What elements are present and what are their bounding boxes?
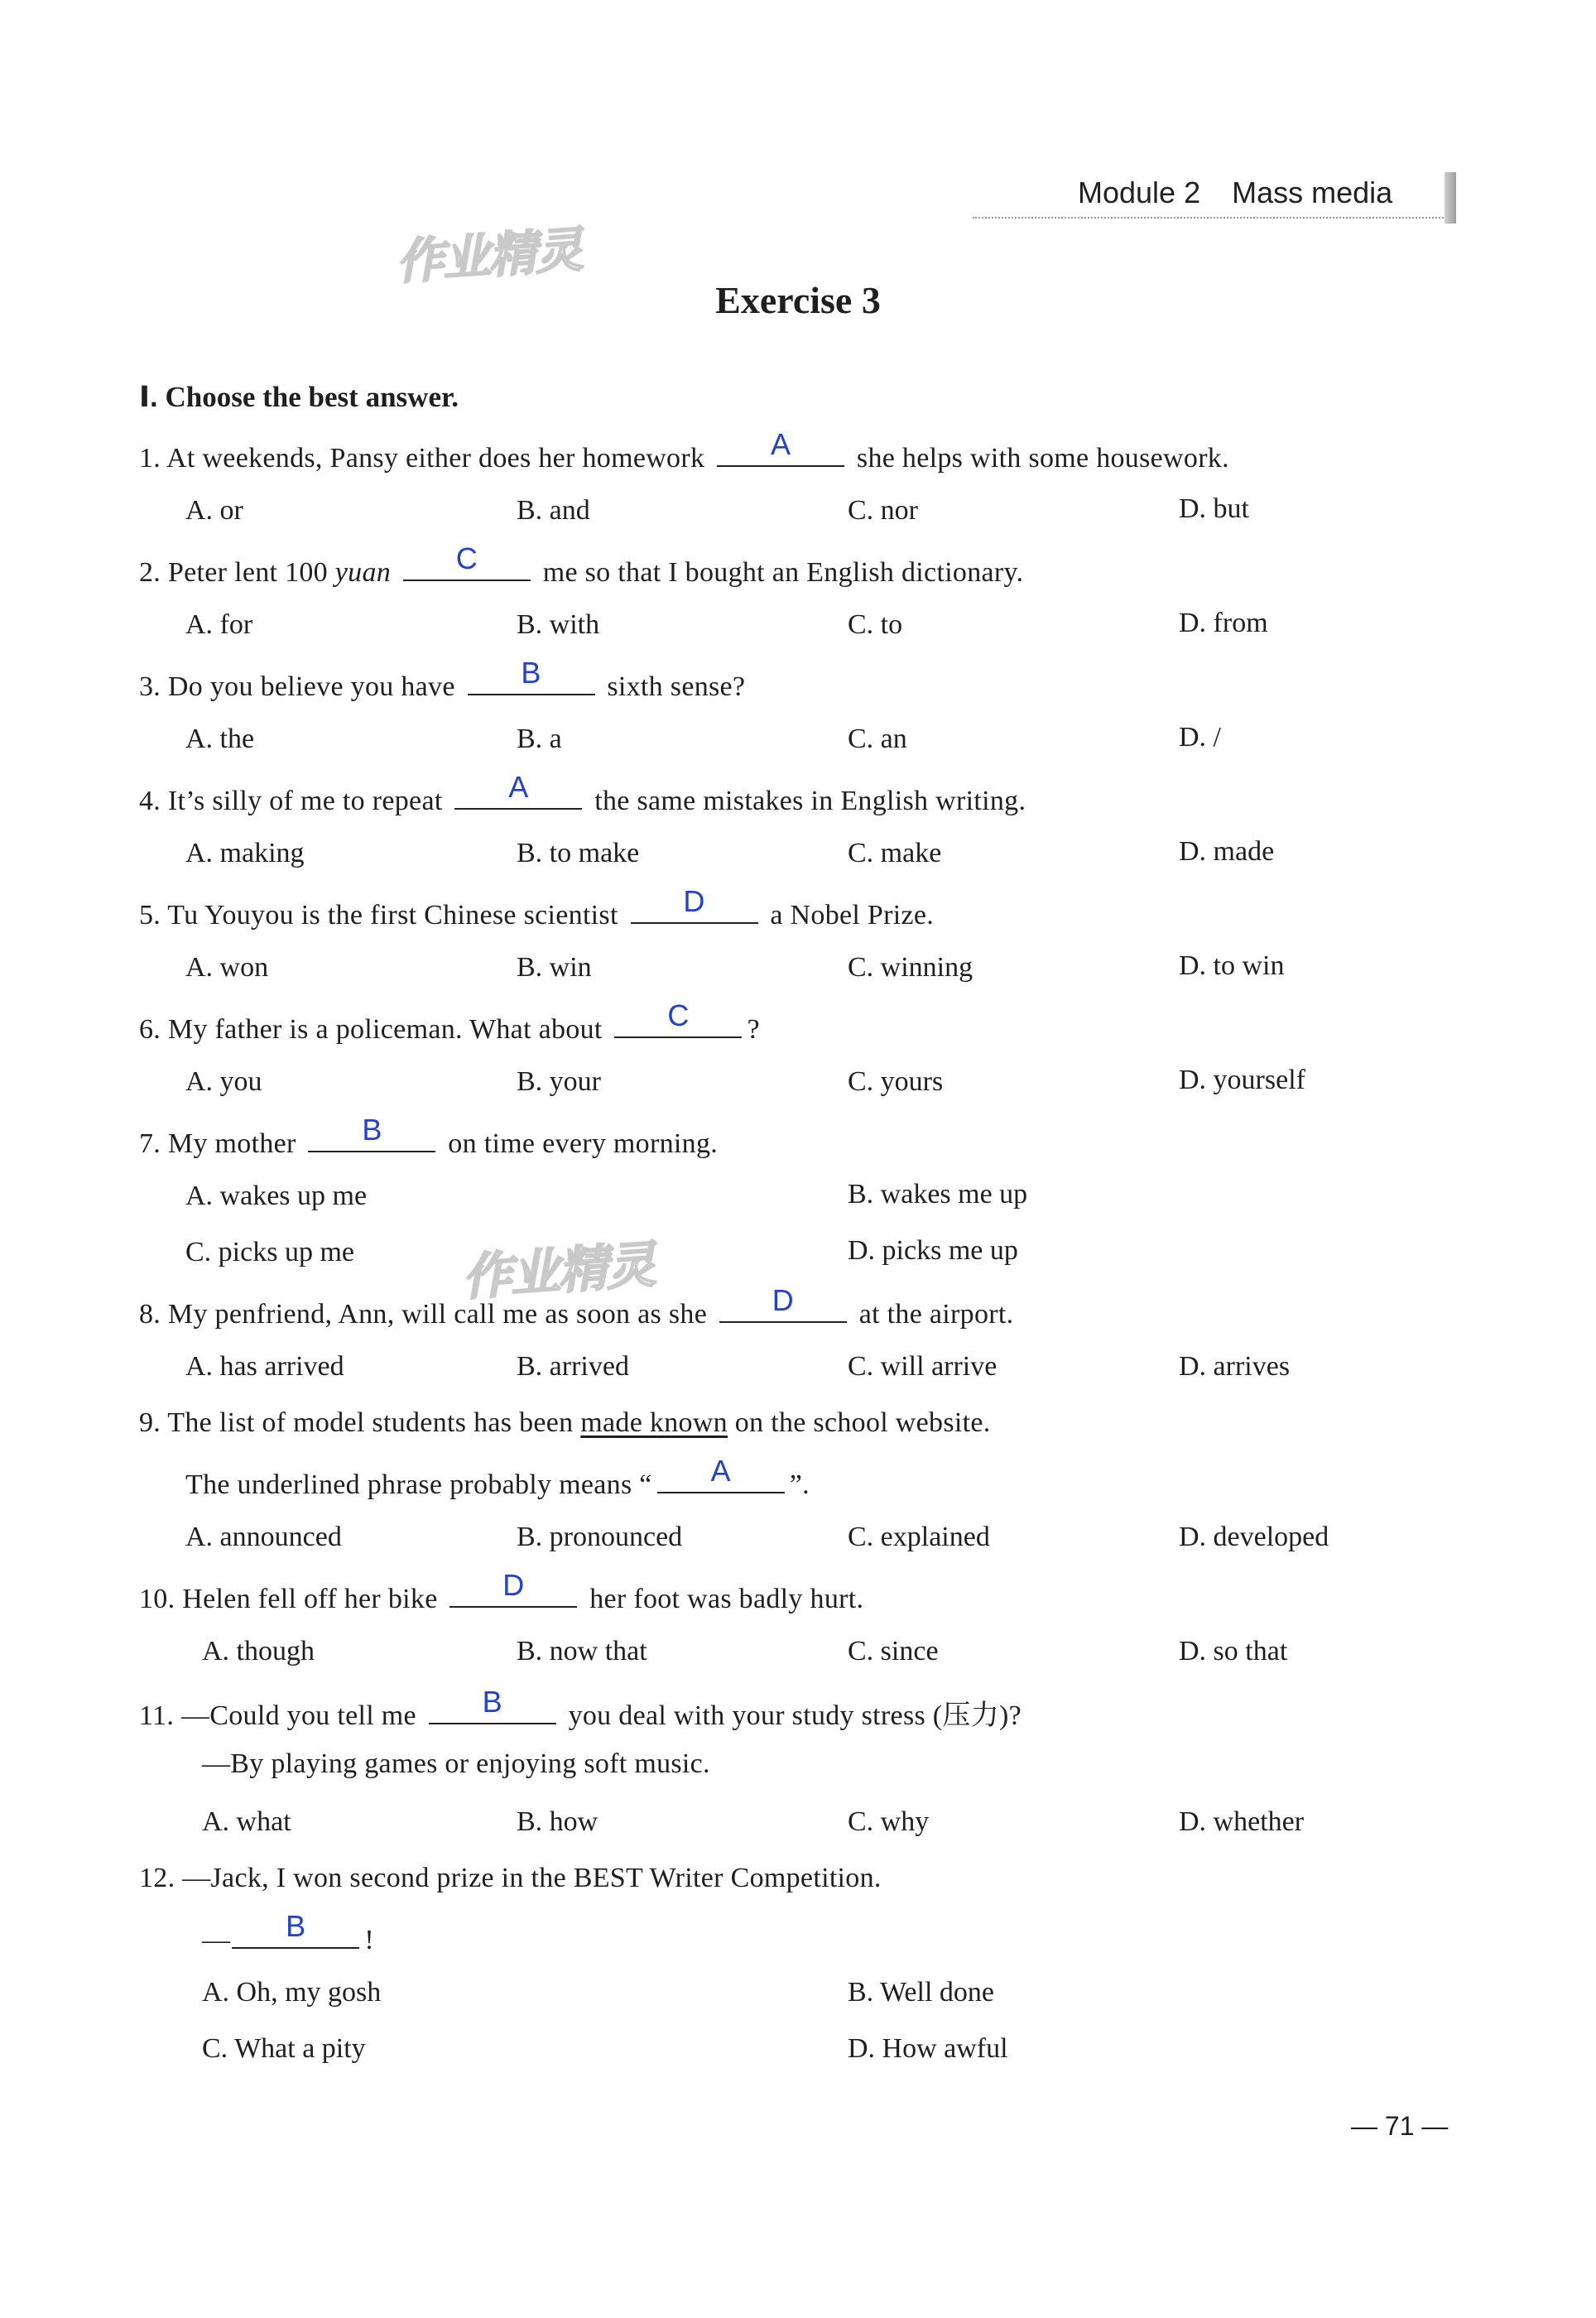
answer-blank [614,998,742,1038]
answer-mark: B [286,1909,306,1943]
answer-mark: A [508,770,529,804]
question-12-reply: — B ! [202,1909,374,1955]
question-10: 10. Helen fell off her bike D her foot was badly hurt. [139,1568,864,1614]
answer-mark: C [455,541,478,575]
answer-mark: A [770,427,791,461]
option: D. made [1179,836,1275,867]
option: A. Oh, my gosh [202,1977,382,2008]
option: A. the [185,724,255,754]
answer-blank [403,541,531,581]
answer-blank [717,427,844,467]
answer-mark: B [482,1685,502,1719]
option: A. making [185,838,305,868]
question-1: 1. At weekends, Pansy either does her homework A she helps with some housework. [139,427,1229,474]
header-rule [973,217,1447,219]
answer-blank [468,656,595,695]
option: B. wakes me up [848,1179,1028,1209]
watermark-logo: 作业精灵 [394,221,584,291]
option: D. so that [1179,1636,1288,1666]
option: C. explained [848,1522,990,1552]
question-7: 7. My mother B on time every morning. [139,1113,719,1159]
option: A. you [185,1066,262,1097]
option: C. yours [848,1066,944,1097]
question-9-line2: The underlined phrase probably means “ A ”. [185,1454,810,1500]
option: C. an [848,724,907,754]
answer-mark: B [362,1113,382,1147]
answer-blank [308,1113,435,1152]
option: B. win [517,952,592,983]
answer-mark: C [667,998,690,1032]
option: C. since [848,1636,939,1666]
option: A. though [202,1636,315,1666]
option: A. what [202,1806,291,1837]
option: D. How awful [848,2033,1008,2064]
watermark-logo: 作业精灵 [460,1235,656,1307]
section-heading [139,381,459,414]
module-label: Module 2 [1078,176,1201,209]
option: B. arrived [517,1351,629,1382]
answer-blank [454,770,582,810]
header-edge-bar [1445,172,1456,224]
option: A. has arrived [185,1351,344,1382]
option: A. wakes up me [185,1181,368,1211]
option: D. arrives [1179,1351,1291,1382]
answer-blank [449,1568,577,1608]
option: C. picks up me [185,1237,354,1267]
answer-mark: B [521,656,541,690]
option: B. and [517,495,590,526]
page-number: — 71 — [1351,2111,1449,2141]
answer-mark: D [502,1568,525,1602]
exercise-title: Exercise 3 [715,279,881,321]
option: C. What a pity [202,2033,366,2064]
question-6: 6. My father is a policeman. What about C ? [139,998,760,1045]
option: C. make [848,838,942,868]
option: C. will arrive [848,1351,997,1382]
answer-mark: A [710,1454,731,1488]
option: D. from [1179,608,1268,638]
section-instruction: Choose the best answer. [165,381,459,413]
option: C. to [848,609,903,640]
question-4: 4. It’s silly of me to repeat A the same mistakes in English writing. [139,770,1026,816]
option: D. to win [1179,950,1285,981]
question-11: 11. —Could you tell me B you deal with your study stress (压力)? [139,1685,1022,1731]
underlined-phrase: made known [580,1407,728,1438]
answer-blank [232,1909,359,1949]
answer-blank [631,884,758,924]
question-2: 2. Peter lent 100 yuan C me so that I bought an English dictionary. [139,541,1024,588]
option: C. why [848,1806,930,1837]
option: D. / [1179,722,1221,753]
option: C. nor [848,495,918,526]
answer-mark: D [683,884,705,918]
option: B. to make [517,838,640,868]
section-number: Ⅰ. [139,381,158,413]
option: D. whether [1179,1806,1305,1837]
answer-blank [429,1685,556,1724]
option: A. announced [185,1522,342,1552]
question-11-reply: —By playing games or enjoying soft music. [202,1748,710,1779]
answer-blank [719,1283,847,1323]
question-12: 12. —Jack, I won second prize in the BEST Writer Competition. [139,1863,882,1893]
option: D. developed [1179,1522,1329,1552]
module-topic: Mass media [1232,176,1393,209]
option: A. won [185,952,269,983]
option: D. but [1179,493,1249,524]
option: D. picks me up [848,1235,1018,1266]
question-3: 3. Do you believe you have B sixth sense? [139,656,746,702]
question-8: 8. My penfriend, Ann, will call me as soon as she D at the airport. [139,1283,1014,1330]
answer-blank [657,1454,785,1493]
option: A. for [185,609,253,640]
option: C. winning [848,952,973,983]
option: D. yourself [1179,1065,1305,1095]
option: B. now that [517,1636,647,1666]
option: B. how [517,1806,598,1837]
option: B. your [517,1066,601,1097]
question-5: 5. Tu Youyou is the first Chinese scientist D a Nobel Prize. [139,884,935,931]
running-header [1078,176,1392,210]
option: B. Well done [848,1977,995,2008]
option: A. or [185,495,243,526]
option: B. pronounced [517,1522,683,1552]
question-9: 9. The list of model students has been made known on the school website. [139,1407,991,1438]
option: B. with [517,609,600,640]
option: B. a [517,724,562,754]
answer-mark: D [772,1283,795,1317]
